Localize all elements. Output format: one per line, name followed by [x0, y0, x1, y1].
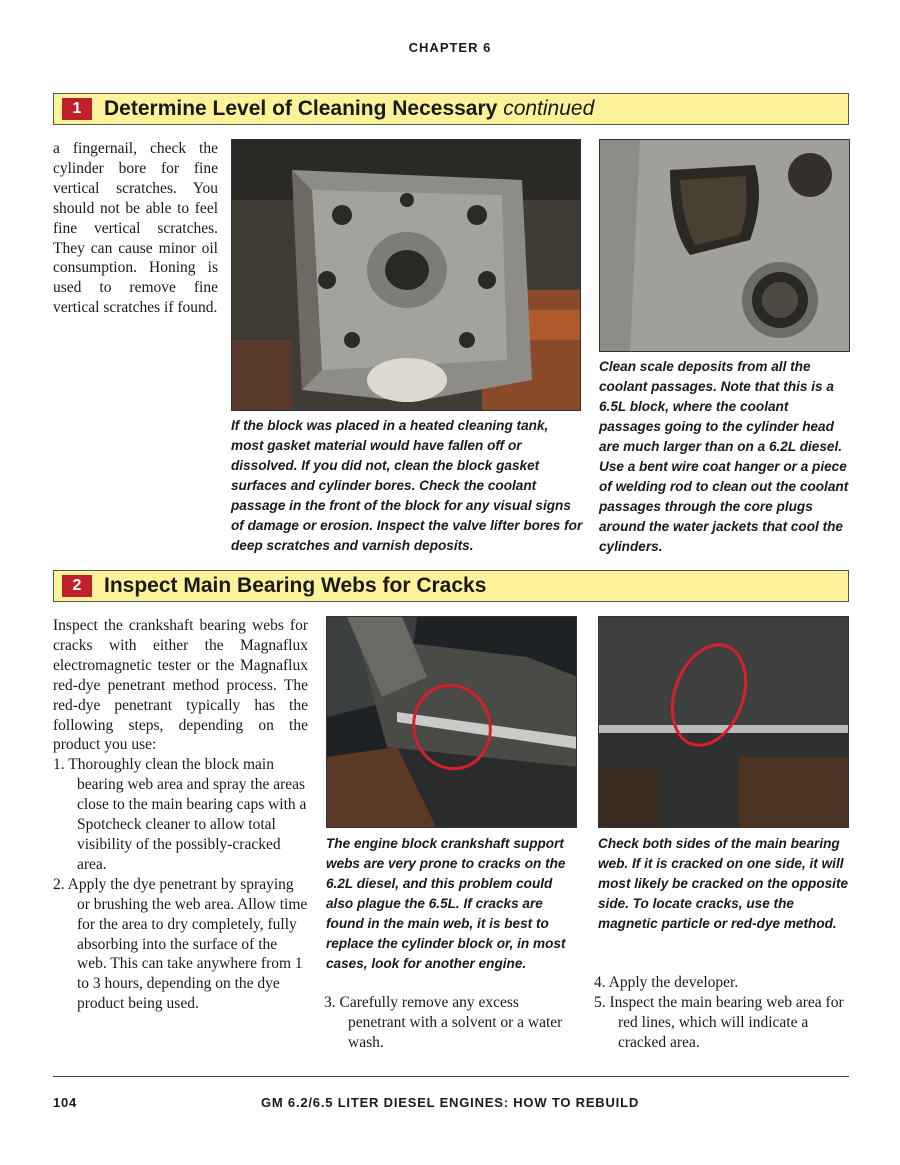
engine-block-photo — [231, 139, 581, 411]
section-2-header — [53, 570, 849, 602]
section-1-continued: continued — [503, 97, 595, 120]
section-2-column-3 — [594, 973, 850, 1053]
crank-web-photo — [326, 616, 577, 828]
coolant-passage-photo — [599, 139, 850, 352]
section-1-header — [53, 93, 849, 125]
section-2-column-2 — [324, 993, 580, 1053]
footer-rule — [53, 1076, 849, 1077]
step-4: 4. Apply the developer. — [594, 974, 739, 991]
section-2-number: 2 — [62, 575, 92, 597]
step-5: 5. Inspect the main bearing web area for red lines, which will indicate a cracked area. — [594, 993, 844, 1051]
crank-web-caption: The engine block crankshaft support webs are very prone to cracks on the 6.2L diesel, and this problem could also plague the 6.5L. If cracks are found in the main web, it is best to replace the cylinder block or, in most cases, look for another engine. — [326, 836, 566, 971]
step-1: 1. Thoroughly clean the block main bearing web area and spray the areas close to the main bearing caps with a Spotcheck cleaner to allow total visibility of the possibly-cracked area. — [53, 756, 307, 873]
section-2-intro: Inspect the crankshaft bearing webs for cracks with either the Magnaflux electromagnetic tester or the Magnaflux red-dye penetrant method process. The red-dye penetrant typically has the following steps, depending on the product you use: — [53, 617, 308, 754]
step-2: 2. Apply the dye penetrant by spraying or brushing the web area. Allow time for the area to dry completely, fully absorbing into the surface of the web. This can take anywhere from 1 to 3 hours, depending on the dye product being used. — [53, 875, 308, 1013]
section-2-title: Inspect Main Bearing Webs for Cracks — [104, 574, 487, 597]
chapter-heading: CHAPTER 6 — [408, 40, 492, 55]
section-1-title-text: Determine Level of Cleaning Necessary — [104, 97, 498, 120]
coolant-passage-caption: Clean scale deposits from all the coolant passages. Note that this is a 6.5L block, where the coolant passages going to the cylinder head are much larger than on a 6.2L diesel. Use a bent wire coat hanger or a piece of welding rod to clean out the coolant passages through the core plugs around the water jackets that cool the cylinders. — [599, 359, 849, 554]
web-opposite-side-photo — [598, 616, 849, 828]
section-1-title — [104, 97, 594, 121]
section-1-paragraph: a fingernail, check the cylinder bore for fine vertical scratches. You should not be able to feel fine vertical scratches. They can cause minor oil consumption. Honing is used to remove fine vertical scratches if found. — [53, 140, 218, 317]
web-opposite-side-caption: Check both sides of the main bearing web. If it is cracked on one side, it will most likely be cracked on the opposite side. To locate cracks, use the magnetic particle or red-dye method. — [598, 836, 849, 931]
engine-block-caption: If the block was placed in a heated cleaning tank, most gasket material would have fallen off or dissolved. If you did not, clean the block gasket surfaces and cylinder bores. Check the coolant passage in the front of the block for any visual signs of damage or erosion. Inspect the valve lifter bores for deep scratches and varnish deposits. — [231, 418, 583, 553]
section-1-body — [53, 139, 218, 318]
step-3: 3. Carefully remove any excess penetrant with a solvent or a water wash. — [324, 994, 563, 1051]
book-title: GM 6.2/6.5 LITER DIESEL ENGINES: HOW TO REBUILD — [260, 1095, 640, 1110]
section-1-number: 1 — [62, 98, 92, 120]
section-2-column-1 — [53, 616, 308, 1014]
page-number: 104 — [53, 1095, 78, 1110]
